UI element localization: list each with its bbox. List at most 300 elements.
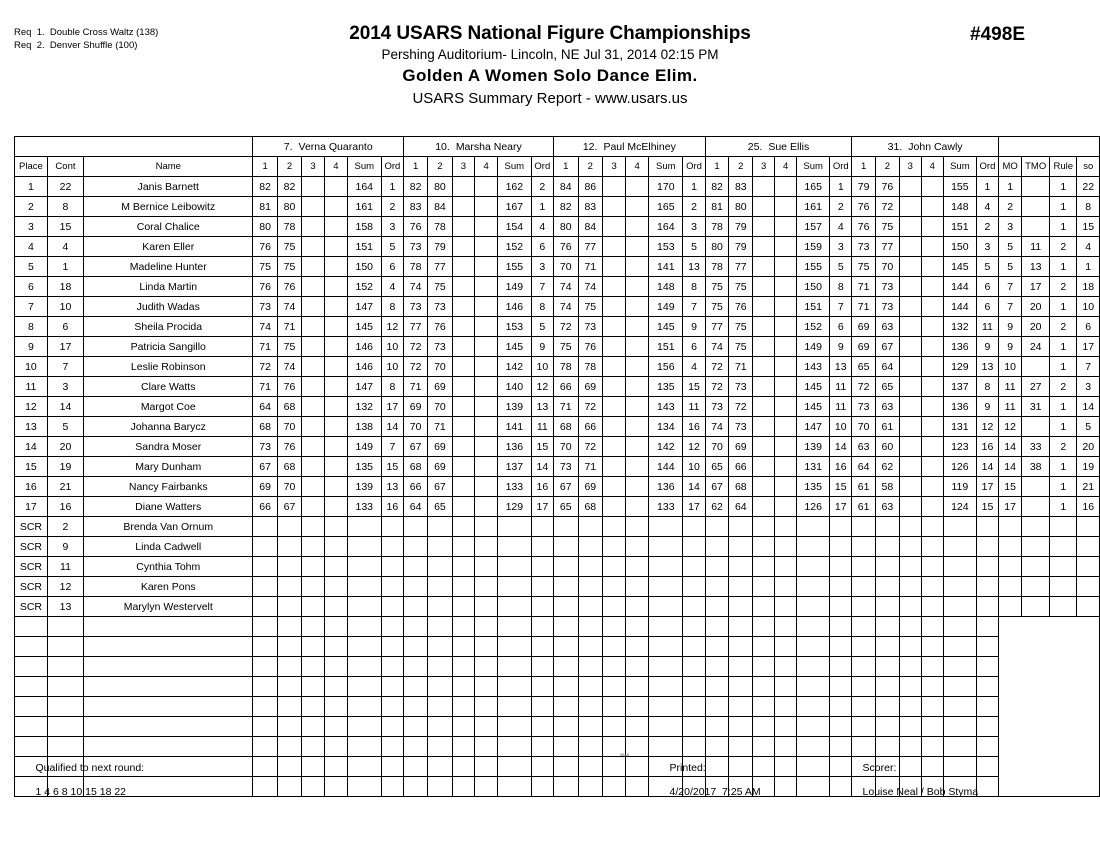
cell-j3-4 (626, 517, 649, 537)
cell-tmo: 20 (1022, 297, 1050, 317)
table-row[interactable] (15, 597, 1100, 617)
cell-j1-2: 68 (277, 457, 301, 477)
cell-j5-ord: 11 (976, 317, 998, 337)
cell-j4-ord: 8 (830, 277, 852, 297)
cell-j5-sum: 132 (943, 317, 976, 337)
cell-j3-1: 67 (553, 477, 578, 497)
cell-j2-sum: 152 (497, 237, 531, 257)
cell-j4-sum: 143 (797, 357, 830, 377)
table-row[interactable] (15, 377, 1100, 397)
cell-j3-4 (626, 297, 649, 317)
empty-cell (830, 697, 852, 717)
cell-j5-3 (899, 237, 921, 257)
empty-cell (47, 677, 83, 697)
cell-j1-2 (277, 517, 301, 537)
table-row[interactable] (15, 557, 1100, 577)
cell-j4-2 (729, 537, 753, 557)
empty-cell (325, 657, 348, 677)
cell-j5-1: 65 (852, 357, 876, 377)
empty-cell (47, 657, 83, 677)
empty-cell (84, 657, 253, 677)
empty-cell (497, 717, 531, 737)
cell-j3-2: 74 (578, 277, 603, 297)
table-row[interactable] (15, 257, 1100, 277)
judge-number: 31. (887, 140, 903, 153)
cell-j2-3 (452, 277, 475, 297)
cell-j1-1 (253, 597, 277, 617)
cell-j3-4 (626, 457, 649, 477)
cell-j1-2: 76 (277, 437, 301, 457)
cell-rule: 1 (1050, 497, 1077, 517)
cell-j1-3 (302, 477, 325, 497)
header-j4-ord: Ord (830, 157, 852, 177)
cell-tmo (1022, 497, 1050, 517)
empty-cell (797, 677, 830, 697)
cell-j3-1 (553, 537, 578, 557)
empty-cell (302, 697, 325, 717)
cell-j4-ord: 11 (830, 397, 852, 417)
cell-j4-2: 64 (729, 497, 753, 517)
empty-tail-spacer (998, 697, 1099, 717)
cell-rule (1050, 517, 1077, 537)
cell-j3-ord: 3 (683, 217, 705, 237)
empty-cell (253, 677, 277, 697)
cell-j5-3 (899, 377, 921, 397)
cell-j4-3 (753, 557, 775, 577)
table-row[interactable] (15, 197, 1100, 217)
empty-tail-spacer (998, 637, 1099, 657)
empty-cell (921, 617, 943, 637)
cell-tmo (1022, 477, 1050, 497)
report-header (250, 22, 850, 110)
cell-j4-2: 73 (729, 417, 753, 437)
cell-j5-2: 75 (876, 217, 900, 237)
cell-j1-sum (347, 517, 381, 537)
cell-j1-3 (302, 297, 325, 317)
header-j5-3: 3 (899, 157, 921, 177)
cell-j4-3 (753, 197, 775, 217)
cell-j1-ord: 2 (381, 197, 403, 217)
table-row[interactable] (15, 277, 1100, 297)
cell-j3-1: 82 (553, 197, 578, 217)
cell-j3-4 (626, 257, 649, 277)
cell-so: 15 (1077, 217, 1100, 237)
cell-j5-sum: 144 (943, 277, 976, 297)
cell-j2-4 (475, 317, 498, 337)
empty-cell (775, 777, 797, 797)
cell-rule: 1 (1050, 417, 1077, 437)
cell-j4-ord: 1 (830, 177, 852, 197)
empty-cell (452, 717, 475, 737)
header-j2-2: 2 (428, 157, 452, 177)
cell-place: SCR (15, 577, 48, 597)
cell-j1-1: 75 (253, 257, 277, 277)
table-row[interactable] (15, 477, 1100, 497)
cell-j1-1: 76 (253, 277, 277, 297)
cell-j1-3 (302, 177, 325, 197)
cell-j3-2 (578, 597, 603, 617)
cell-skater-name: M Bernice Leibowitz (84, 197, 253, 217)
empty-cell (325, 677, 348, 697)
cell-j5-3 (899, 197, 921, 217)
cell-j4-3 (753, 457, 775, 477)
cell-j2-sum: 145 (497, 337, 531, 357)
empty-cell (943, 677, 976, 697)
table-row[interactable] (15, 317, 1100, 337)
cell-mo: 5 (998, 237, 1021, 257)
cell-j5-sum: 155 (943, 177, 976, 197)
empty-cell (84, 617, 253, 637)
cell-j5-2: 76 (876, 177, 900, 197)
cell-j3-4 (626, 557, 649, 577)
cell-j2-sum: 146 (497, 297, 531, 317)
cell-j2-2: 69 (428, 437, 452, 457)
cell-j2-1: 76 (404, 217, 428, 237)
table-row[interactable] (15, 497, 1100, 517)
cell-j4-1: 67 (705, 477, 729, 497)
table-row[interactable] (15, 417, 1100, 437)
cell-j2-2: 75 (428, 277, 452, 297)
empty-cell (797, 617, 830, 637)
cell-j4-ord: 10 (830, 417, 852, 437)
cell-j1-4 (325, 277, 348, 297)
header-j3-4: 4 (626, 157, 649, 177)
cell-j5-1 (852, 557, 876, 577)
empty-cell (452, 637, 475, 657)
cell-j4-sum (797, 597, 830, 617)
cell-j1-sum: 147 (347, 297, 381, 317)
cell-tmo: 24 (1022, 337, 1050, 357)
judge-number: 7. (283, 140, 293, 153)
cell-mo: 14 (998, 457, 1021, 477)
empty-cell (683, 617, 705, 637)
cell-j1-2: 75 (277, 257, 301, 277)
table-row[interactable] (15, 517, 1100, 537)
empty-cell (475, 617, 498, 637)
cell-j2-2: 80 (428, 177, 452, 197)
cell-j1-4 (325, 477, 348, 497)
cell-mo: 3 (998, 217, 1021, 237)
cell-j5-4 (921, 397, 943, 417)
cell-j3-4 (626, 537, 649, 557)
table-row[interactable] (15, 457, 1100, 477)
table-row[interactable] (15, 237, 1100, 257)
cell-j3-4 (626, 577, 649, 597)
cell-j1-3 (302, 397, 325, 417)
cell-place: 10 (15, 357, 48, 377)
cell-j2-2: 69 (428, 457, 452, 477)
qualified-label: Qualified to next round: (35, 762, 145, 774)
cell-tmo (1022, 577, 1050, 597)
empty-cell (683, 717, 705, 737)
judge-name: Paul McElhiney (603, 140, 676, 153)
cell-j1-sum: 161 (347, 197, 381, 217)
table-row[interactable] (15, 397, 1100, 417)
cell-j1-sum: 132 (347, 397, 381, 417)
empty-cell (404, 697, 428, 717)
cell-j3-4 (626, 317, 649, 337)
cell-j5-ord: 13 (976, 357, 998, 377)
cell-j2-3 (452, 597, 475, 617)
heat-number: #498E (970, 24, 1025, 45)
qualified-numbers: 1 4 6 8 10 15 18 22 (35, 786, 127, 798)
empty-cell (302, 677, 325, 697)
header-j5-1: 1 (852, 157, 876, 177)
header-j2-sum: Sum (497, 157, 531, 177)
cell-j5-4 (921, 597, 943, 617)
table-row[interactable] (15, 177, 1100, 197)
cell-j4-sum: 165 (797, 177, 830, 197)
cell-j3-2: 78 (578, 357, 603, 377)
cell-j3-ord (683, 577, 705, 597)
cell-j1-1: 82 (253, 177, 277, 197)
cell-j5-1: 61 (852, 477, 876, 497)
cell-j3-3 (603, 237, 626, 257)
cell-j3-3 (603, 377, 626, 397)
cell-j4-ord (830, 577, 852, 597)
cell-j2-1: 82 (404, 177, 428, 197)
empty-cell (15, 617, 48, 637)
cell-j1-2: 67 (277, 497, 301, 517)
cell-j4-1: 62 (705, 497, 729, 517)
empty-cell (921, 717, 943, 737)
cell-j5-1: 61 (852, 497, 876, 517)
cell-j4-ord: 5 (830, 257, 852, 277)
empty-cell (852, 637, 876, 657)
cell-j2-2: 84 (428, 197, 452, 217)
cell-j3-ord: 11 (683, 397, 705, 417)
cell-j2-1: 73 (404, 297, 428, 317)
cell-j3-3 (603, 317, 626, 337)
table-row[interactable] (15, 297, 1100, 317)
empty-cell (452, 777, 475, 797)
empty-cell (578, 777, 603, 797)
cell-j3-2: 71 (578, 257, 603, 277)
empty-cell (277, 657, 301, 677)
cell-j2-3 (452, 257, 475, 277)
cell-j4-4 (775, 337, 797, 357)
cell-cont: 16 (47, 497, 83, 517)
empty-cell (381, 677, 403, 697)
empty-cell (830, 717, 852, 737)
cell-j4-2: 79 (729, 237, 753, 257)
cell-j5-ord (976, 517, 998, 537)
empty-tail-spacer (998, 677, 1099, 697)
empty-cell (302, 617, 325, 637)
cell-j3-sum: 145 (649, 317, 683, 337)
cell-j4-1: 78 (705, 217, 729, 237)
cell-j2-4 (475, 437, 498, 457)
cell-j1-3 (302, 377, 325, 397)
cell-j2-4 (475, 277, 498, 297)
cell-tmo (1022, 417, 1050, 437)
cell-j2-2: 67 (428, 477, 452, 497)
header-j3-ord: Ord (683, 157, 705, 177)
cell-j5-3 (899, 417, 921, 437)
cell-j2-4 (475, 477, 498, 497)
cell-rule: 1 (1050, 457, 1077, 477)
cell-j5-ord: 5 (976, 257, 998, 277)
cell-cont: 13 (47, 597, 83, 617)
cell-j2-1: 72 (404, 357, 428, 377)
cell-so (1077, 557, 1100, 577)
empty-cell (830, 657, 852, 677)
header-j2-4: 4 (475, 157, 498, 177)
cell-j1-4 (325, 377, 348, 397)
empty-cell (381, 717, 403, 737)
empty-cell (943, 637, 976, 657)
cell-rule: 1 (1050, 477, 1077, 497)
cell-place: 12 (15, 397, 48, 417)
cell-j4-4 (775, 277, 797, 297)
cell-skater-name: Judith Wadas (84, 297, 253, 317)
cell-j2-ord: 6 (531, 237, 553, 257)
cell-j3-ord: 17 (683, 497, 705, 517)
empty-cell (852, 657, 876, 677)
cell-j4-sum: 135 (797, 477, 830, 497)
cell-j4-1: 81 (705, 197, 729, 217)
cell-tmo: 17 (1022, 277, 1050, 297)
cell-skater-name: Sheila Procida (84, 317, 253, 337)
cell-j4-sum: 145 (797, 377, 830, 397)
cell-mo (998, 517, 1021, 537)
cell-j4-3 (753, 497, 775, 517)
cell-j2-3 (452, 197, 475, 217)
header-j4-sum: Sum (797, 157, 830, 177)
cell-j5-2: 63 (876, 317, 900, 337)
judge-name: Verna Quaranto (298, 140, 373, 153)
cell-rule: 2 (1050, 237, 1077, 257)
empty-cell (531, 717, 553, 737)
cell-j4-2: 73 (729, 377, 753, 397)
cell-j1-sum: 145 (347, 317, 381, 337)
cell-j5-3 (899, 517, 921, 537)
cell-j5-2: 62 (876, 457, 900, 477)
cell-j3-1 (553, 557, 578, 577)
cell-j5-sum: 136 (943, 397, 976, 417)
cell-j2-sum (497, 557, 531, 577)
cell-j4-sum: 147 (797, 417, 830, 437)
cell-skater-name: Leslie Robinson (84, 357, 253, 377)
cell-j2-4 (475, 417, 498, 437)
empty-cell (404, 617, 428, 637)
empty-cell (428, 677, 452, 697)
empty-cell (253, 637, 277, 657)
header-j4-3: 3 (753, 157, 775, 177)
empty-cell (475, 717, 498, 737)
empty-cell (899, 677, 921, 697)
cell-j1-3 (302, 437, 325, 457)
cell-j1-sum: 158 (347, 217, 381, 237)
cell-j4-1 (705, 557, 729, 577)
cell-rule: 2 (1050, 317, 1077, 337)
cell-j2-sum: 149 (497, 277, 531, 297)
cell-j4-4 (775, 557, 797, 577)
cell-place: 9 (15, 337, 48, 357)
empty-cell (578, 697, 603, 717)
cell-j2-1: 73 (404, 237, 428, 257)
empty-cell (705, 677, 729, 697)
report-footer (0, 750, 1100, 798)
empty-cell (404, 717, 428, 737)
cell-j3-4 (626, 337, 649, 357)
cell-j3-3 (603, 497, 626, 517)
cell-j2-4 (475, 377, 498, 397)
table-row[interactable] (15, 337, 1100, 357)
header-cont: Cont (47, 157, 83, 177)
table-row[interactable] (15, 577, 1100, 597)
cell-j3-1: 76 (553, 237, 578, 257)
cell-mo: 9 (998, 337, 1021, 357)
scorer-line (845, 750, 978, 810)
cell-j3-2: 69 (578, 377, 603, 397)
empty-cell (976, 657, 998, 677)
cell-j2-2: 73 (428, 297, 452, 317)
empty-cell (381, 617, 403, 637)
cell-j5-2 (876, 557, 900, 577)
empty-cell (775, 657, 797, 677)
empty-cell (347, 697, 381, 717)
event-title: 2014 USARS National Figure Championships (349, 23, 751, 44)
score-table-head (15, 137, 1100, 177)
cell-mo: 5 (998, 257, 1021, 277)
cell-j1-ord (381, 537, 403, 557)
cell-place: SCR (15, 597, 48, 617)
empty-cell (15, 657, 48, 677)
table-row[interactable] (15, 217, 1100, 237)
cell-j5-sum: 129 (943, 357, 976, 377)
cell-j3-3 (603, 297, 626, 317)
cell-j4-ord: 6 (830, 317, 852, 337)
header-tmo: TMO (1022, 157, 1050, 177)
printed-value: 4/20/2017 7:25 AM (669, 786, 761, 798)
cell-j5-3 (899, 457, 921, 477)
cell-j1-ord (381, 597, 403, 617)
cell-j1-3 (302, 317, 325, 337)
cell-j4-2: 83 (729, 177, 753, 197)
cell-rule: 2 (1050, 377, 1077, 397)
empty-cell (649, 697, 683, 717)
empty-cell (705, 637, 729, 657)
cell-j1-3 (302, 357, 325, 377)
cell-skater-name: Karen Pons (84, 577, 253, 597)
cell-j2-4 (475, 257, 498, 277)
table-row[interactable] (15, 537, 1100, 557)
cell-skater-name: Madeline Hunter (84, 257, 253, 277)
cell-j5-1: 69 (852, 317, 876, 337)
cell-place: 17 (15, 497, 48, 517)
judge-header-5 (852, 137, 999, 157)
cell-so: 14 (1077, 397, 1100, 417)
judge-number: 12. (582, 140, 598, 153)
table-row[interactable] (15, 437, 1100, 457)
cell-j4-3 (753, 517, 775, 537)
cell-j4-2: 75 (729, 277, 753, 297)
cell-j5-4 (921, 537, 943, 557)
cell-place: 2 (15, 197, 48, 217)
cell-j2-1 (404, 557, 428, 577)
cell-j1-4 (325, 557, 348, 577)
table-row[interactable] (15, 357, 1100, 377)
cell-j3-2: 71 (578, 457, 603, 477)
cell-j5-4 (921, 497, 943, 517)
cell-j4-ord: 15 (830, 477, 852, 497)
empty-cell (683, 637, 705, 657)
cell-j1-ord: 3 (381, 217, 403, 237)
cell-j1-3 (302, 577, 325, 597)
cell-j2-2: 77 (428, 257, 452, 277)
cell-j4-2: 76 (729, 297, 753, 317)
